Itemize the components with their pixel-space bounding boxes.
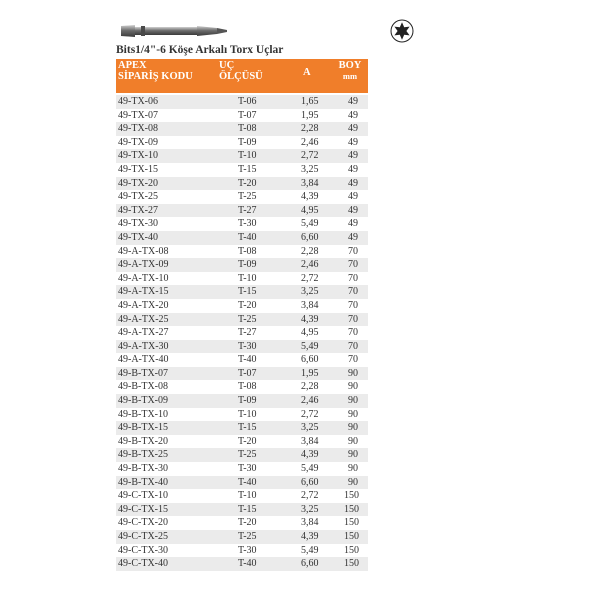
- cell-order-code: 49-B-TX-30: [118, 463, 168, 475]
- table-row: [116, 408, 368, 422]
- table-row: [116, 367, 368, 381]
- table-row: [116, 163, 368, 177]
- cell-order-code: 49-TX-07: [118, 109, 158, 121]
- cell-a: 3,25: [301, 503, 319, 515]
- cell-a: 6,60: [301, 476, 319, 488]
- cell-length: 70: [348, 299, 358, 311]
- table-row: [116, 258, 368, 272]
- cell-tip-size: T-08: [238, 381, 257, 393]
- cell-tip-size: T-40: [238, 558, 257, 570]
- table-row: [116, 340, 368, 354]
- header-length: [335, 60, 365, 82]
- cell-length: 70: [348, 313, 358, 325]
- cell-length: 49: [348, 109, 358, 121]
- table-row: [116, 217, 368, 231]
- cell-length: 150: [344, 544, 359, 556]
- cell-order-code: 49-TX-09: [118, 136, 158, 148]
- header-length-label: BOY: [338, 60, 362, 71]
- cell-order-code: 49-TX-10: [118, 150, 158, 162]
- cell-length: 49: [348, 150, 358, 162]
- table-body: [116, 95, 368, 571]
- cell-tip-size: T-30: [238, 340, 257, 352]
- cell-order-code: 49-A-TX-15: [118, 286, 169, 298]
- table-row: [116, 95, 368, 109]
- cell-length: 70: [348, 286, 358, 298]
- cell-order-code: 49-C-TX-20: [118, 517, 168, 529]
- cell-tip-size: T-15: [238, 503, 257, 515]
- table-row: [116, 109, 368, 123]
- table-row: [116, 177, 368, 191]
- table-row: [116, 544, 368, 558]
- cell-a: 2,72: [301, 408, 319, 420]
- cell-a: 2,46: [301, 395, 319, 407]
- table-row: [116, 448, 368, 462]
- cell-tip-size: T-20: [238, 177, 257, 189]
- table-row: [116, 476, 368, 490]
- cell-a: 4,39: [301, 449, 319, 461]
- torx-star-icon: [390, 19, 414, 43]
- cell-length: 150: [344, 531, 359, 542]
- cell-length: 70: [348, 259, 358, 271]
- table-row: [116, 530, 368, 544]
- cell-order-code: 49-TX-27: [118, 204, 158, 216]
- table-row: [116, 503, 368, 517]
- cell-length: 70: [348, 327, 358, 339]
- cell-a: 4,39: [301, 313, 319, 325]
- cell-tip-size: T-40: [238, 231, 257, 243]
- cell-length: 150: [344, 503, 359, 515]
- cell-a: 4,39: [301, 531, 319, 542]
- cell-length: 90: [348, 435, 358, 447]
- cell-order-code: 49-A-TX-27: [118, 327, 169, 339]
- cell-a: 1,65: [301, 96, 319, 107]
- cell-length: 49: [348, 177, 358, 189]
- cell-tip-size: T-08: [238, 123, 257, 135]
- cell-tip-size: T-09: [238, 395, 257, 407]
- table-row: [116, 299, 368, 313]
- cell-a: 5,49: [301, 218, 319, 230]
- cell-a: 5,49: [301, 544, 319, 556]
- cell-length: 49: [348, 96, 358, 107]
- cell-order-code: 49-B-TX-25: [118, 449, 168, 461]
- cell-order-code: 49-TX-08: [118, 123, 158, 135]
- header-tip-size-line1: UÇ: [219, 60, 235, 71]
- cell-tip-size: T-07: [238, 109, 257, 121]
- cell-tip-size: T-09: [238, 259, 257, 271]
- cell-a: 3,84: [301, 177, 319, 189]
- table-row: [116, 204, 368, 218]
- cell-a: 2,28: [301, 245, 319, 257]
- cell-tip-size: T-06: [238, 96, 257, 107]
- cell-tip-size: T-27: [238, 327, 257, 339]
- cell-a: 4,39: [301, 191, 319, 203]
- cell-order-code: 49-A-TX-30: [118, 340, 169, 352]
- cell-order-code: 49-C-TX-10: [118, 490, 168, 502]
- cell-order-code: 49-TX-20: [118, 177, 158, 189]
- cell-length: 49: [348, 191, 358, 203]
- table-row: [116, 231, 368, 245]
- cell-length: 150: [344, 558, 359, 570]
- cell-length: 70: [348, 272, 358, 284]
- cell-tip-size: T-20: [238, 517, 257, 529]
- cell-a: 6,60: [301, 354, 319, 366]
- table-row: [116, 380, 368, 394]
- cell-a: 3,25: [301, 163, 319, 175]
- table-row: [116, 435, 368, 449]
- cell-order-code: 49-A-TX-08: [118, 245, 169, 257]
- cell-length: 90: [348, 367, 358, 379]
- cell-length: 49: [348, 136, 358, 148]
- cell-tip-size: T-08: [238, 245, 257, 257]
- header-a: A: [303, 67, 311, 78]
- cell-order-code: 49-A-TX-09: [118, 259, 169, 271]
- table-row: [116, 516, 368, 530]
- table-header: [116, 59, 368, 93]
- cell-tip-size: T-30: [238, 218, 257, 230]
- table-row: [116, 489, 368, 503]
- cell-tip-size: T-10: [238, 490, 257, 502]
- cell-length: 90: [348, 381, 358, 393]
- cell-a: 4,95: [301, 204, 319, 216]
- cell-length: 49: [348, 163, 358, 175]
- cell-order-code: 49-A-TX-10: [118, 272, 169, 284]
- cell-tip-size: T-15: [238, 163, 257, 175]
- table-row: [116, 394, 368, 408]
- cell-order-code: 49-C-TX-40: [118, 558, 168, 570]
- cell-a: 3,25: [301, 286, 319, 298]
- cell-a: 6,60: [301, 231, 319, 243]
- header-order-code: [118, 60, 193, 82]
- cell-a: 2,46: [301, 259, 319, 271]
- cell-a: 5,49: [301, 463, 319, 475]
- table-row: [116, 462, 368, 476]
- cell-a: 1,95: [301, 109, 319, 121]
- cell-order-code: 49-B-TX-08: [118, 381, 168, 393]
- cell-length: 90: [348, 476, 358, 488]
- table-row: [116, 313, 368, 327]
- cell-order-code: 49-C-TX-15: [118, 503, 168, 515]
- cell-a: 2,72: [301, 150, 319, 162]
- cell-order-code: 49-A-TX-40: [118, 354, 169, 366]
- cell-order-code: 49-B-TX-20: [118, 435, 168, 447]
- cell-length: 49: [348, 218, 358, 230]
- torx-bit-image: [119, 22, 229, 40]
- cell-tip-size: T-15: [238, 422, 257, 434]
- cell-order-code: 49-B-TX-10: [118, 408, 168, 420]
- cell-order-code: 49-TX-40: [118, 231, 158, 243]
- cell-order-code: 49-C-TX-25: [118, 531, 168, 542]
- cell-length: 49: [348, 231, 358, 243]
- cell-order-code: 49-A-TX-20: [118, 299, 169, 311]
- table-row: [116, 122, 368, 136]
- table-row: [116, 421, 368, 435]
- page-title: Bits1/4"-6 Köşe Arkalı Torx Uçlar: [116, 44, 284, 56]
- cell-a: 2,72: [301, 272, 319, 284]
- cell-a: 4,95: [301, 327, 319, 339]
- cell-tip-size: T-07: [238, 367, 257, 379]
- cell-a: 3,84: [301, 299, 319, 311]
- table-row: [116, 285, 368, 299]
- table-row: [116, 557, 368, 571]
- cell-length: 90: [348, 422, 358, 434]
- cell-order-code: 49-A-TX-25: [118, 313, 169, 325]
- cell-a: 5,49: [301, 340, 319, 352]
- cell-order-code: 49-TX-25: [118, 191, 158, 203]
- cell-tip-size: T-25: [238, 531, 257, 542]
- cell-tip-size: T-30: [238, 544, 257, 556]
- cell-length: 90: [348, 463, 358, 475]
- cell-length: 70: [348, 245, 358, 257]
- cell-tip-size: T-27: [238, 204, 257, 216]
- cell-a: 2,46: [301, 136, 319, 148]
- cell-length: 49: [348, 204, 358, 216]
- cell-a: 1,95: [301, 367, 319, 379]
- cell-length: 70: [348, 340, 358, 352]
- table-row: [116, 326, 368, 340]
- cell-length: 150: [344, 490, 359, 502]
- cell-tip-size: T-25: [238, 313, 257, 325]
- header-order-code-line2: SİPARİŞ KODU: [118, 71, 193, 82]
- cell-a: 6,60: [301, 558, 319, 570]
- table-row: [116, 353, 368, 367]
- header-length-unit: mm: [342, 71, 358, 81]
- header-tip-size: [219, 60, 263, 82]
- header-order-code-line1: APEX: [118, 60, 147, 71]
- cell-tip-size: T-09: [238, 136, 257, 148]
- table-row: [116, 272, 368, 286]
- cell-a: 2,28: [301, 123, 319, 135]
- cell-order-code: 49-B-TX-07: [118, 367, 168, 379]
- cell-tip-size: T-20: [238, 435, 257, 447]
- cell-order-code: 49-TX-15: [118, 163, 158, 175]
- table-row: [116, 149, 368, 163]
- cell-tip-size: T-10: [238, 150, 257, 162]
- cell-a: 3,84: [301, 435, 319, 447]
- cell-order-code: 49-B-TX-40: [118, 476, 168, 488]
- cell-tip-size: T-10: [238, 408, 257, 420]
- cell-length: 49: [348, 123, 358, 135]
- cell-length: 90: [348, 449, 358, 461]
- table-row: [116, 245, 368, 259]
- cell-tip-size: T-20: [238, 299, 257, 311]
- cell-tip-size: T-10: [238, 272, 257, 284]
- cell-a: 3,25: [301, 422, 319, 434]
- cell-order-code: 49-B-TX-09: [118, 395, 168, 407]
- cell-a: 2,28: [301, 381, 319, 393]
- cell-length: 70: [348, 354, 358, 366]
- cell-a: 2,72: [301, 490, 319, 502]
- cell-length: 150: [344, 517, 359, 529]
- cell-order-code: 49-TX-06: [118, 96, 158, 107]
- cell-order-code: 49-C-TX-30: [118, 544, 168, 556]
- table-row: [116, 190, 368, 204]
- table-row: [116, 136, 368, 150]
- cell-tip-size: T-30: [238, 463, 257, 475]
- cell-tip-size: T-25: [238, 191, 257, 203]
- cell-order-code: 49-TX-30: [118, 218, 158, 230]
- cell-order-code: 49-B-TX-15: [118, 422, 168, 434]
- cell-tip-size: T-40: [238, 476, 257, 488]
- cell-length: 90: [348, 408, 358, 420]
- cell-tip-size: T-15: [238, 286, 257, 298]
- cell-a: 3,84: [301, 517, 319, 529]
- cell-tip-size: T-40: [238, 354, 257, 366]
- cell-tip-size: T-25: [238, 449, 257, 461]
- header-tip-size-line2: ÖLÇÜSÜ: [219, 71, 263, 82]
- cell-length: 90: [348, 395, 358, 407]
